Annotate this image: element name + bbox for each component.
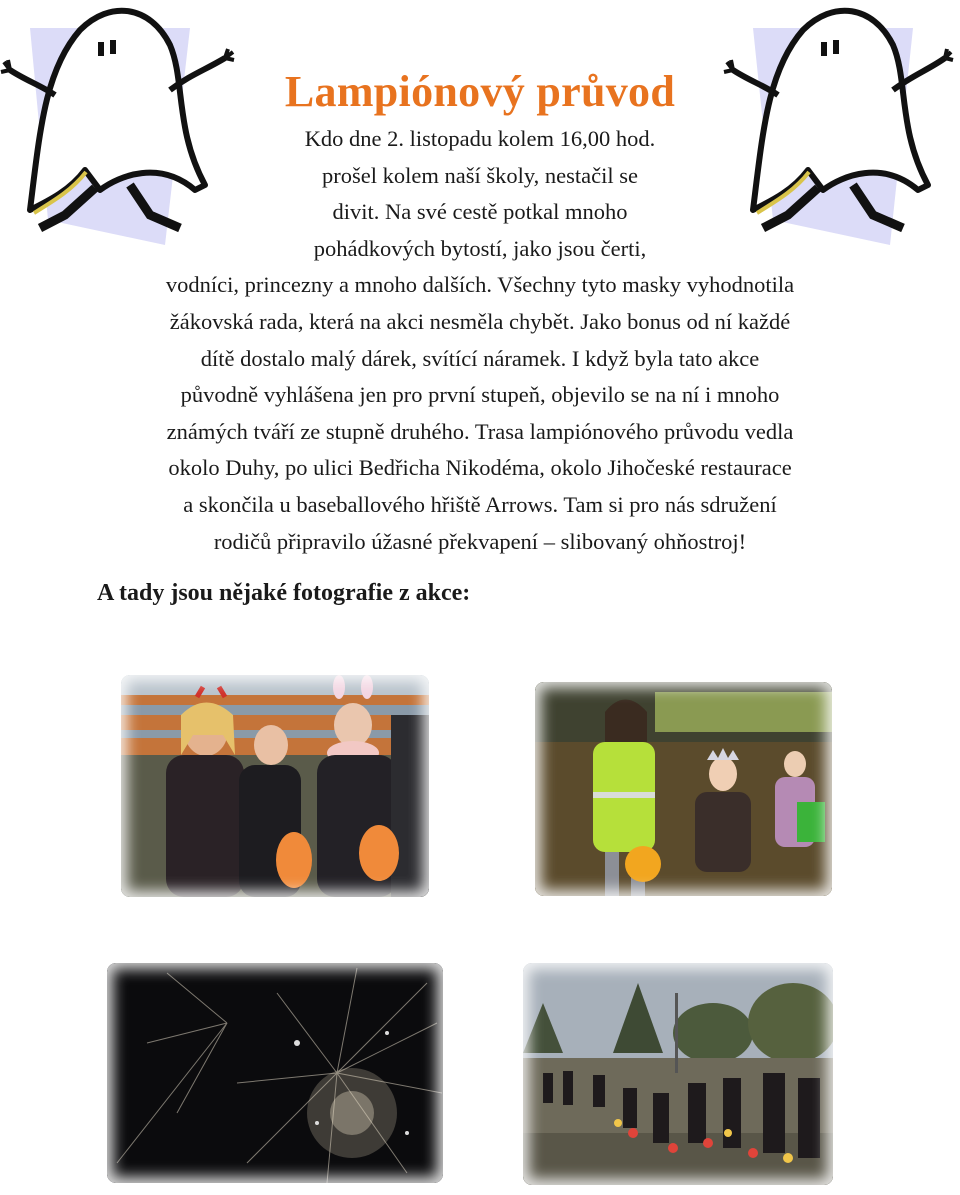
- photos-heading: A tady jsou nějaké fotografie z akce:: [97, 580, 471, 606]
- body-line: dítě dostalo malý dárek, svítící náramek. I když byla tato akce: [200, 345, 760, 371]
- article-body: [60, 121, 900, 560]
- body-line: divit. Na své cestě potkal mnoho: [332, 199, 628, 225]
- body-line: okolo Duhy, po ulici Bedřicha Nikodéma, okolo Jihočeské restaurace: [168, 455, 792, 481]
- body-line: pohádkových bytostí, jako jsou čerti,: [313, 235, 647, 261]
- page-title: Lampiónový průvod: [284, 67, 676, 116]
- body-line: vodníci, princezny a mnoho dalších. Všechny tyto masky vyhodnotila: [165, 272, 795, 298]
- photo-lantern-procession-street: [523, 963, 833, 1185]
- photo-masked-group-with-lanterns: [121, 675, 429, 897]
- photo-children-in-costumes-park: [535, 682, 832, 896]
- body-line: známých tváří ze stupně druhého. Trasa lampiónového průvodu vedla: [166, 418, 794, 444]
- body-line: a skončila u baseballového hřiště Arrows. Tam si pro nás sdružení: [183, 491, 777, 517]
- body-line: Kdo dne 2. listopadu kolem 16,00 hod.: [304, 126, 656, 151]
- photo-fireworks: [107, 963, 443, 1183]
- body-line: rodičů připravilo úžasné překvapení – slibovaný ohňostroj!: [213, 528, 747, 554]
- body-line: žákovská rada, která na akci nesměla chybět. Jako bonus od ní každé: [169, 308, 791, 334]
- body-line: původně vyhlášena jen pro první stupeň, objevilo se na ní i mnoho: [180, 382, 780, 408]
- body-line: prošel kolem naší školy, nestačil se: [322, 162, 638, 188]
